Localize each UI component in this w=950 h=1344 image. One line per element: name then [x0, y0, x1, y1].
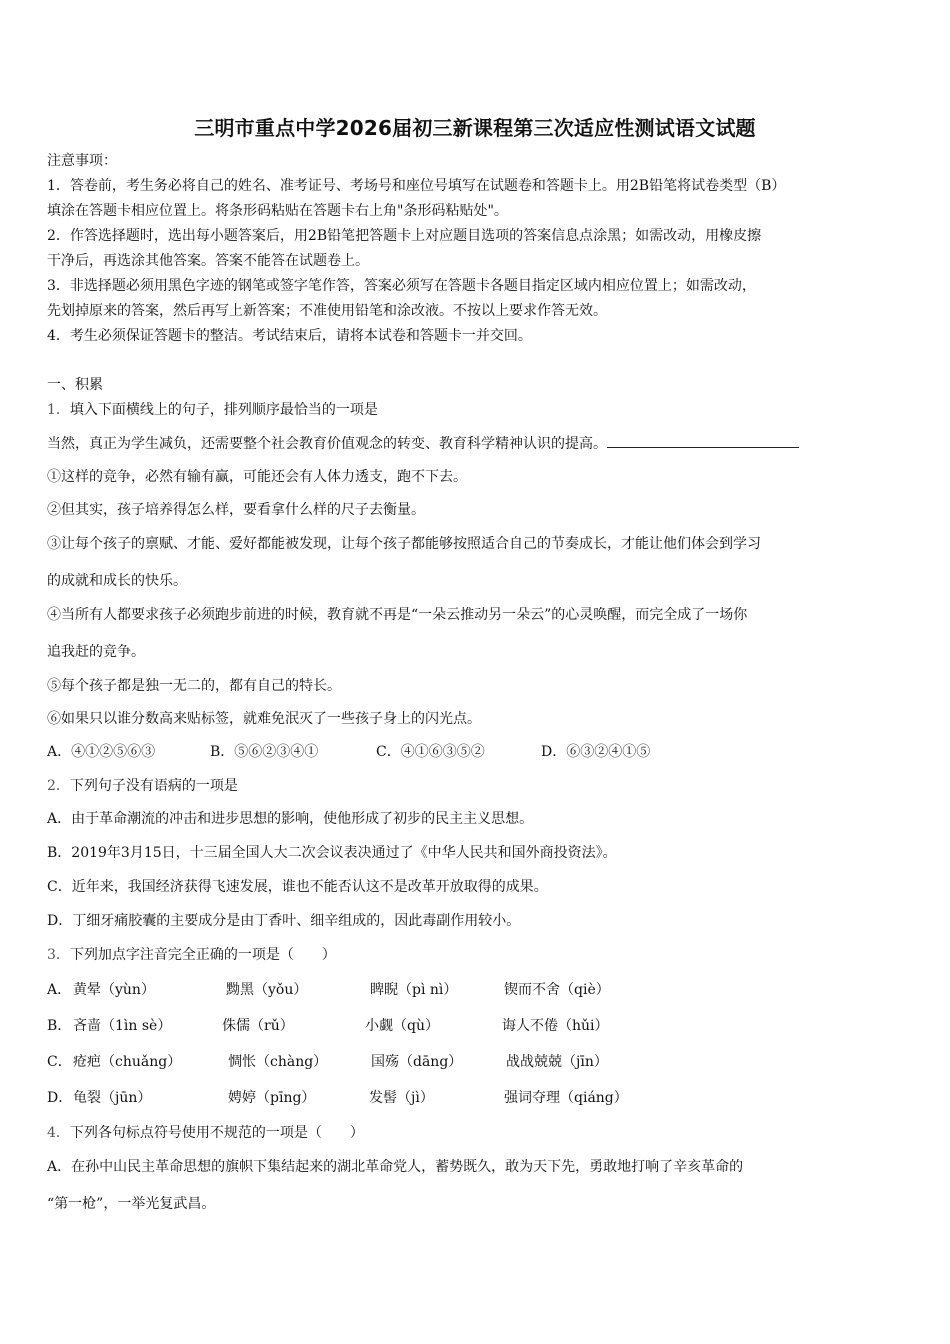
option-d[interactable]: D．⑥③②④①⑤ — [541, 744, 651, 760]
question-1-stem — [47, 400, 378, 420]
option-cell: 发髻（jì） — [369, 1090, 434, 1106]
option-cell: 黄晕（yùn） — [73, 982, 155, 998]
notice-line: 填涂在答题卡相应位置上。将条形码粘贴在答题卡右上角"条形码粘贴处"。 — [47, 203, 508, 219]
option-cell: 战战兢兢（jīn） — [506, 1054, 608, 1070]
option-cell: 吝啬（1ìn sè） — [73, 1018, 172, 1034]
question-1-passage — [47, 433, 799, 454]
notice-line: 3．非选择题必须用黑色字迹的钢笔或签字笔作答，答案必须写在答题卡各题目指定区域内相应位置上；如需改动， — [47, 278, 756, 294]
question-number: 1． — [47, 402, 70, 418]
notice-line: 2．作答选择题时，选出每小题答案后，用2B铅笔把答题卡上对应题目选项的答案信息点涂黑；如需改动，用橡皮擦 — [47, 228, 762, 244]
option-cell: 娉婷（pīng） — [228, 1090, 316, 1106]
sentence-item: 的成就和成长的快乐。 — [47, 573, 187, 589]
sentence-item: ⑥如果只以谁分数高来贴标签，就难免泯灭了一些孩子身上的闪光点。 — [47, 711, 481, 727]
option-a-continued: “第一枪”，一举光复武昌。 — [47, 1196, 216, 1212]
option-cell: 锲而不舍（qiè） — [504, 982, 610, 998]
passage-text: 当然，真正为学生减负，还需要整个社会教育价值观念的转变、教育科学精神认识的提高。 — [47, 436, 607, 452]
sentence-item: ③让每个孩子的禀赋、才能、爱好都能被发现，让每个孩子都能够按照适合自己的节奏成长，才能让他们体会到学习 — [47, 536, 761, 552]
option-label: B． — [47, 1018, 72, 1034]
notice-line: 干净后，再选涂其他答案。答案不能答在试题卷上。 — [47, 253, 369, 269]
option-label: A． — [47, 982, 72, 998]
option-b[interactable]: B．2019年3月15日，十三届全国人大二次会议表决通过了《中华人民共和国外商投资法》。 — [47, 845, 617, 861]
question-text: 下列加点字注音完全正确的一项是（ ） — [69, 947, 336, 963]
sentence-item: 追我赶的竞争。 — [47, 644, 145, 660]
option-label: D． — [47, 1090, 73, 1106]
answer-blank[interactable] — [607, 433, 799, 448]
option-cell: 疮疤（chuǎng） — [73, 1054, 182, 1070]
question-3-stem — [47, 945, 336, 965]
question-text: 填入下面横线上的句子，排列顺序最恰当的一项是 — [69, 402, 378, 418]
sentence-item: ②但其实，孩子培养得怎么样，要看拿什么样的尺子去衡量。 — [47, 502, 425, 518]
option-cell: 睥睨（pì nì） — [370, 982, 458, 998]
option-cell: 黝黑（yǒu） — [226, 982, 308, 998]
question-number: 2． — [47, 778, 70, 794]
question-2-stem — [47, 776, 238, 796]
option-cell: 龟裂（jūn） — [73, 1090, 152, 1106]
option-cell: 强词夺理（qiáng） — [504, 1090, 628, 1106]
sentence-item: ④当所有人都要求孩子必须跑步前进的时候，教育就不再是“一朵云推动另一朵云”的心灵唤醒，而完全成了一场你 — [47, 607, 748, 623]
sentence-item: ①这样的竞争，必然有输有赢，可能还会有人体力透支，跑不下去。 — [47, 469, 467, 485]
page-title: 三明市重点中学2026届初三新课程第三次适应性测试语文试题 — [194, 116, 756, 140]
question-4-stem — [47, 1123, 364, 1143]
question-text: 下列句子没有语病的一项是 — [69, 778, 238, 794]
option-a[interactable]: A．④①②⑤⑥③ — [47, 744, 156, 760]
question-number: 4． — [47, 1125, 70, 1141]
section-heading: 一、积累 — [47, 377, 103, 393]
notice-line: 1．答卷前，考生务必将自己的姓名、准考证号、考场号和座位号填写在试题卷和答题卡上。用2B铅笔将试卷类型（B） — [47, 178, 786, 194]
option-a[interactable]: A．由于革命潮流的冲击和进步思想的影响，使他形成了初步的民主主义思想。 — [47, 811, 534, 827]
option-cell: 侏儒（rǔ） — [222, 1018, 294, 1034]
option-b[interactable]: B．⑤⑥②③④① — [210, 744, 319, 760]
option-cell: 小觑（qù） — [365, 1018, 439, 1034]
option-cell: 国殇（dāng） — [371, 1054, 463, 1070]
notice-heading: 注意事项： — [47, 153, 117, 169]
sentence-item: ⑤每个孩子都是独一无二的，都有自己的特长。 — [47, 678, 341, 694]
option-c[interactable]: C．④①⑥③⑤② — [376, 744, 485, 760]
notice-line: 4．考生必须保证答题卡的整洁。考试结束后，请将本试卷和答题卡一并交回。 — [47, 328, 532, 344]
option-d[interactable]: D．丁细牙痛胶囊的主要成分是由丁香叶、细辛组成的，因此毒副作用较小。 — [47, 913, 521, 929]
option-c[interactable]: C．近年来，我国经济获得飞速发展，谁也不能否认这不是改革开放取得的成果。 — [47, 879, 548, 895]
option-a[interactable]: A．在孙中山民主革命思想的旗帜下集结起来的湖北革命党人，蓄势既久，敢为天下先，勇敢地打响了辛亥革命的 — [47, 1159, 744, 1175]
option-cell: 惆怅（chàng） — [228, 1054, 328, 1070]
option-label: C． — [47, 1054, 72, 1070]
notice-line: 先划掉原来的答案，然后再写上新答案；不准使用铅笔和涂改液。不按以上要求作答无效。 — [47, 303, 607, 319]
option-cell: 诲人不倦（hǔi） — [502, 1018, 609, 1034]
question-number: 3． — [47, 947, 70, 963]
question-text: 下列各句标点符号使用不规范的一项是（ ） — [69, 1125, 364, 1141]
